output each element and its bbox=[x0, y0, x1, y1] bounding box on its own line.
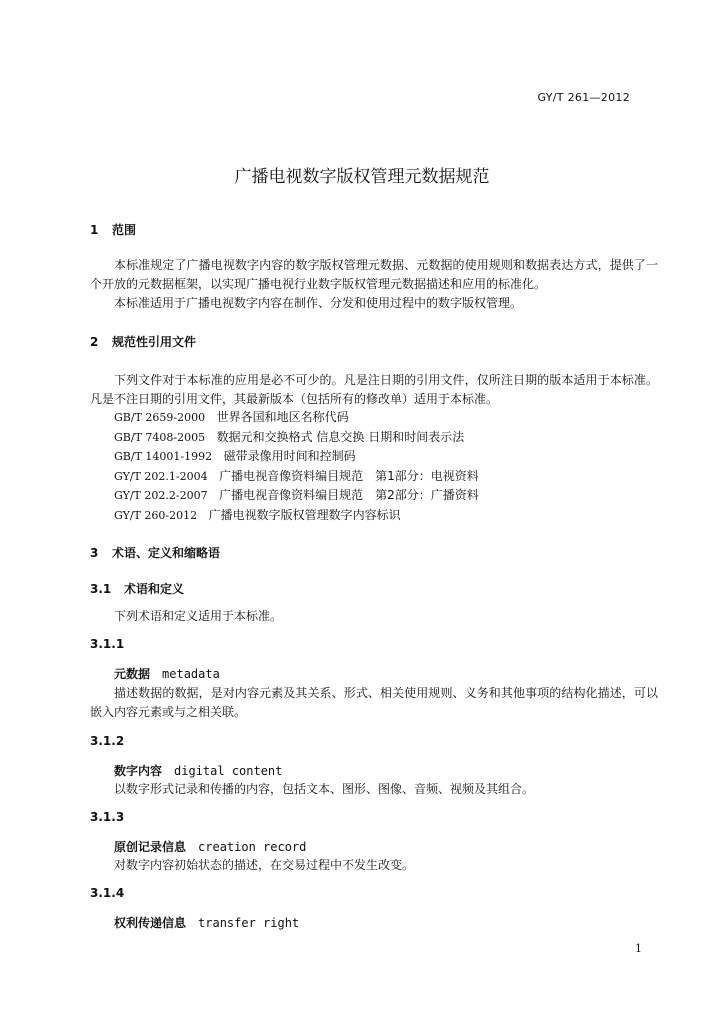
term-definition: 描述数据的数据，是对内容元素及其关系、形式、相关使用规则、义务和其他事项的结构化描述，可以嵌入内容元素或与之相关联。 bbox=[90, 686, 658, 719]
subsection-title: 术语和定义 bbox=[124, 582, 185, 596]
reference-list bbox=[114, 408, 479, 525]
definitions-intro: 下列术语和定义适用于本标准。 bbox=[114, 609, 283, 623]
term-heading bbox=[114, 914, 299, 931]
reference-code: GY/T 202.2-2007 bbox=[114, 489, 208, 502]
term-chinese: 元数据 bbox=[114, 667, 151, 681]
term-chinese: 权利传递信息 bbox=[114, 916, 187, 930]
term-english: metadata bbox=[162, 667, 220, 681]
section-1-heading bbox=[90, 221, 136, 238]
scope-paragraph-1: 本标准规定了广播电视数字内容的数字版权管理元数据、元数据的使用规则和数据表达方式，提供了一个开放的元数据框架，以实现广播电视行业数字版权管理元数据描述和应用的标准化。 bbox=[90, 258, 658, 291]
section-title: 范围 bbox=[112, 223, 137, 237]
reference-code: GB/T 14001-1992 bbox=[114, 450, 213, 463]
term-heading bbox=[114, 838, 306, 855]
reference-title: 数据元和交换格式 信息交换 日期和时间表示法 bbox=[216, 429, 465, 444]
section-number: 1 bbox=[90, 223, 99, 237]
term-number: 3.1.2 bbox=[90, 734, 125, 748]
term-number: 3.1.4 bbox=[90, 886, 125, 900]
page-title: 广播电视数字版权管理元数据规范 bbox=[234, 167, 490, 187]
reference-item bbox=[114, 467, 479, 487]
reference-item bbox=[114, 428, 479, 448]
reference-item bbox=[114, 408, 479, 428]
term-english: creation record bbox=[198, 840, 307, 854]
section-2-heading bbox=[90, 333, 196, 350]
subsection-number: 3.1 bbox=[90, 582, 112, 596]
term-english: transfer right bbox=[198, 916, 300, 930]
term-chinese: 原创记录信息 bbox=[114, 840, 187, 854]
reference-item bbox=[114, 486, 479, 506]
reference-item bbox=[114, 447, 479, 467]
reference-code: GB/T 2659-2000 bbox=[114, 411, 206, 424]
reference-title: 广播电视音像资料编目规范 第2部分：广播资料 bbox=[219, 488, 479, 502]
term-english: digital content bbox=[174, 764, 283, 778]
page-number: 1 bbox=[635, 942, 642, 955]
term-chinese: 数字内容 bbox=[114, 764, 163, 778]
term-number: 3.1.1 bbox=[90, 637, 125, 651]
section-3-heading bbox=[90, 544, 220, 561]
section-title: 术语、定义和缩略语 bbox=[112, 546, 221, 560]
reference-title: 广播电视音像资料编目规范 第1部分：电视资料 bbox=[219, 468, 479, 483]
reference-title: 磁带录像用时间和控制码 bbox=[223, 449, 356, 463]
references-intro: 下列文件对于本标准的应用是必不可少的。凡是注日期的引用文件，仅所注日期的版本适用于本标准。凡是不注日期的引用文件，其最新版本（包括所有的修改单）适用于本标准。 bbox=[90, 373, 658, 406]
scope-paragraph-2: 本标准适用于广播电视数字内容在制作、分发和使用过程中的数字版权管理。 bbox=[114, 296, 523, 310]
reference-title: 世界各国和地区名称代码 bbox=[216, 410, 349, 424]
section-number: 2 bbox=[90, 335, 99, 349]
reference-code: GB/T 7408-2005 bbox=[114, 430, 206, 444]
section-number: 3 bbox=[90, 546, 99, 560]
subsection-3-1-heading bbox=[90, 580, 184, 597]
reference-item bbox=[114, 506, 479, 526]
term-heading bbox=[114, 665, 220, 682]
term-definition: 对数字内容初始状态的描述，在交易过程中不发生改变。 bbox=[114, 858, 415, 872]
reference-code: GY/T 260-2012 bbox=[114, 508, 198, 522]
document-number: GY/T 261—2012 bbox=[537, 91, 630, 104]
section-title: 规范性引用文件 bbox=[112, 335, 197, 349]
term-number: 3.1.3 bbox=[90, 810, 125, 824]
reference-title: 广播电视数字版权管理数字内容标识 bbox=[208, 507, 401, 522]
term-heading bbox=[114, 762, 282, 779]
reference-code: GY/T 202.1-2004 bbox=[114, 469, 208, 483]
term-definition: 以数字形式记录和传播的内容，包括文本、图形、图像、音频、视频及其组合。 bbox=[114, 782, 535, 796]
